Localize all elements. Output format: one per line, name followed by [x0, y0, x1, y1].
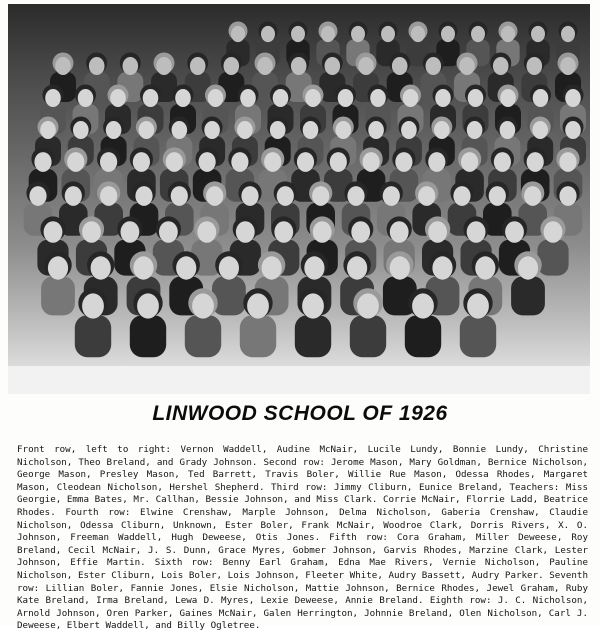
student-body — [405, 315, 441, 357]
student-face — [231, 26, 245, 42]
student-face — [133, 256, 153, 279]
student-face — [428, 152, 445, 172]
student-face — [100, 152, 117, 172]
student-face — [231, 152, 248, 172]
student-face — [55, 57, 71, 75]
student-face — [565, 89, 581, 107]
student-face — [321, 26, 335, 42]
student-face — [199, 152, 216, 172]
student-face — [171, 186, 188, 206]
student-face — [273, 89, 289, 107]
student-face — [156, 57, 172, 75]
student-face — [304, 256, 324, 279]
student-face — [559, 152, 576, 172]
student-face — [175, 89, 191, 107]
student-face — [363, 152, 380, 172]
student-face — [78, 89, 94, 107]
student-face — [257, 57, 273, 75]
student-face — [204, 121, 220, 139]
student-face — [192, 293, 214, 318]
student-face — [137, 293, 159, 318]
student-face — [524, 186, 541, 206]
student-face — [500, 89, 516, 107]
student-face — [453, 186, 470, 206]
student-face — [459, 57, 475, 75]
student-body — [537, 240, 568, 276]
student-body — [212, 276, 246, 315]
class-group-photo — [8, 4, 590, 394]
student-face — [241, 186, 258, 206]
student-face — [441, 26, 455, 42]
student-face — [351, 221, 370, 243]
student-face — [48, 256, 68, 279]
student-face — [494, 152, 511, 172]
student-face — [370, 89, 386, 107]
student-face — [224, 57, 240, 75]
student-face — [390, 256, 410, 279]
student-face — [176, 256, 196, 279]
student-face — [247, 293, 269, 318]
student-body — [130, 315, 166, 357]
student-face — [270, 121, 286, 139]
student-face — [336, 121, 352, 139]
student-face — [565, 121, 581, 139]
student-face — [89, 57, 105, 75]
student-face — [381, 26, 395, 42]
student-face — [475, 256, 495, 279]
student-crowd — [8, 4, 590, 394]
student-face — [561, 26, 575, 42]
student-face — [532, 121, 548, 139]
student-face — [206, 186, 223, 206]
student-face — [312, 186, 329, 206]
student-face — [190, 57, 206, 75]
student-face — [34, 152, 51, 172]
student-face — [236, 221, 255, 243]
student-face — [73, 121, 89, 139]
student-body — [511, 276, 545, 315]
student-face — [467, 221, 486, 243]
student-face — [139, 121, 155, 139]
student-face — [29, 186, 46, 206]
student-face — [338, 89, 354, 107]
student-face — [395, 152, 412, 172]
student-face — [67, 152, 84, 172]
student-face — [383, 186, 400, 206]
student-body — [185, 315, 221, 357]
student-face — [358, 57, 374, 75]
student-face — [428, 221, 447, 243]
student-face — [493, 57, 509, 75]
student-face — [527, 152, 544, 172]
student-face — [264, 152, 281, 172]
student-face — [172, 121, 188, 139]
student-face — [313, 221, 332, 243]
student-face — [291, 26, 305, 42]
photo-caption: Front row, left to right: Vernon Waddell, Audine McNair, Lucile Lundy, Bonnie Lundy, Christine Nicholson, Theo Breland, and Grady Johnson. Second row: Jerome Mason, Mary Goldman, Bernice Nicholson, George Mason, Presley Mason, Ted Barrett, Travis Boler, Willie Rue Mason, Odessa Rhodes, Margaret Mason, Cleodean Nicholson, Hershel Shepherd. Third row: Jimmy Cliburn, Eunice Breland, Teachers: Miss Georgie, Emma Bates, Mr. Callhan, Bessie Johnson, and Miss Clark. Corrie McNair, Florrie Ladd, Beatrice Rhodes. Fourth row: Elwine Crenshaw, Marple Johnson, Delma Nicholson, Gaberia Crenshaw, Claudie Nicholson, Odessa Cliburn, Unknown, Ester Boler, Frank McNair, Woodroe Clark, Dorris Rivers, X. O. Johnson, Freeman Waddell, Hugh Deweese, Otis Jones. Fifth row: Cora Graham, Miller Deweese, Roy Breland, Cecil McNair, J. S. Dunn, Grace Myres, Gobmer Johnson, Garvis Rhodes, Marzine Clark, Lester Johnson, Effie Martin. Sixth row: Benny Earl Graham, Edna Mae Rivers, Vernie Nicholson, Pauline Nicholson, Ester Cliburn, Lois Boler, Lois Johnson, Fleeter White, Audry Bassett, Audry Parker. Seventh row: Lillian Boler, Fannie Jones, Elsie Nicholson, Mattie Johnson, Bernice Rhodes, Jewel Graham, Ruby Kate Breland, Irma Breland, Lewa D. Myres, Lexie Deweese, Annie Breland. Eighth row: J. C. Nicholson, Arnold Johnson, Oren Parker, Gaines McNair, Galen Herrington, Johnnie Breland, Olen Nicholson, Carl J. Deweese, Elbert Waddell, and Billy Ogletree. — [17, 444, 588, 632]
student-face — [461, 152, 478, 172]
student-face — [531, 26, 545, 42]
student-face — [435, 89, 451, 107]
student-face — [432, 256, 452, 279]
student-face — [82, 221, 101, 243]
student-face — [197, 221, 216, 243]
student-face — [392, 57, 408, 75]
student-face — [468, 89, 484, 107]
student-face — [240, 89, 256, 107]
student-face — [303, 121, 319, 139]
student-face — [45, 89, 61, 107]
student-face — [544, 221, 563, 243]
student-face — [351, 26, 365, 42]
student-face — [467, 293, 489, 318]
ground — [8, 366, 590, 394]
student-face — [262, 256, 282, 279]
student-face — [489, 186, 506, 206]
student-face — [82, 293, 104, 318]
student-face — [401, 121, 417, 139]
student-face — [219, 256, 239, 279]
student-face — [123, 57, 139, 75]
student-face — [65, 186, 82, 206]
student-face — [305, 89, 321, 107]
student-face — [291, 57, 307, 75]
student-body — [295, 315, 331, 357]
student-face — [560, 57, 576, 75]
student-face — [121, 221, 140, 243]
student-face — [518, 256, 538, 279]
student-face — [434, 121, 450, 139]
student-body — [460, 315, 496, 357]
student-face — [106, 121, 122, 139]
student-face — [390, 221, 409, 243]
student-face — [347, 186, 364, 206]
student-face — [330, 152, 347, 172]
student-face — [91, 256, 111, 279]
student-face — [411, 26, 425, 42]
student-face — [357, 293, 379, 318]
student-face — [325, 57, 341, 75]
student-face — [368, 121, 384, 139]
student-face — [135, 186, 152, 206]
photo-headline: LINWOOD SCHOOL OF 1926 — [152, 402, 448, 425]
student-face — [471, 26, 485, 42]
student-face — [40, 121, 56, 139]
student-face — [277, 186, 294, 206]
student-face — [208, 89, 224, 107]
student-face — [467, 121, 483, 139]
student-face — [505, 221, 524, 243]
student-face — [261, 26, 275, 42]
student-face — [274, 221, 293, 243]
student-face — [426, 57, 442, 75]
student-face — [527, 57, 543, 75]
student-face — [418, 186, 435, 206]
student-face — [403, 89, 419, 107]
student-body — [240, 315, 276, 357]
student-body — [75, 315, 111, 357]
student-face — [143, 89, 159, 107]
student-face — [501, 26, 515, 42]
student-face — [159, 221, 178, 243]
student-body — [41, 276, 75, 315]
student-face — [44, 221, 63, 243]
student-face — [166, 152, 183, 172]
student-face — [237, 121, 253, 139]
student-face — [347, 256, 367, 279]
student-face — [500, 121, 516, 139]
student-face — [412, 293, 434, 318]
student-face — [302, 293, 324, 318]
student-face — [110, 89, 126, 107]
student-body — [350, 315, 386, 357]
student-face — [559, 186, 576, 206]
student-face — [533, 89, 549, 107]
student-face — [133, 152, 150, 172]
student-face — [297, 152, 314, 172]
student-face — [100, 186, 117, 206]
